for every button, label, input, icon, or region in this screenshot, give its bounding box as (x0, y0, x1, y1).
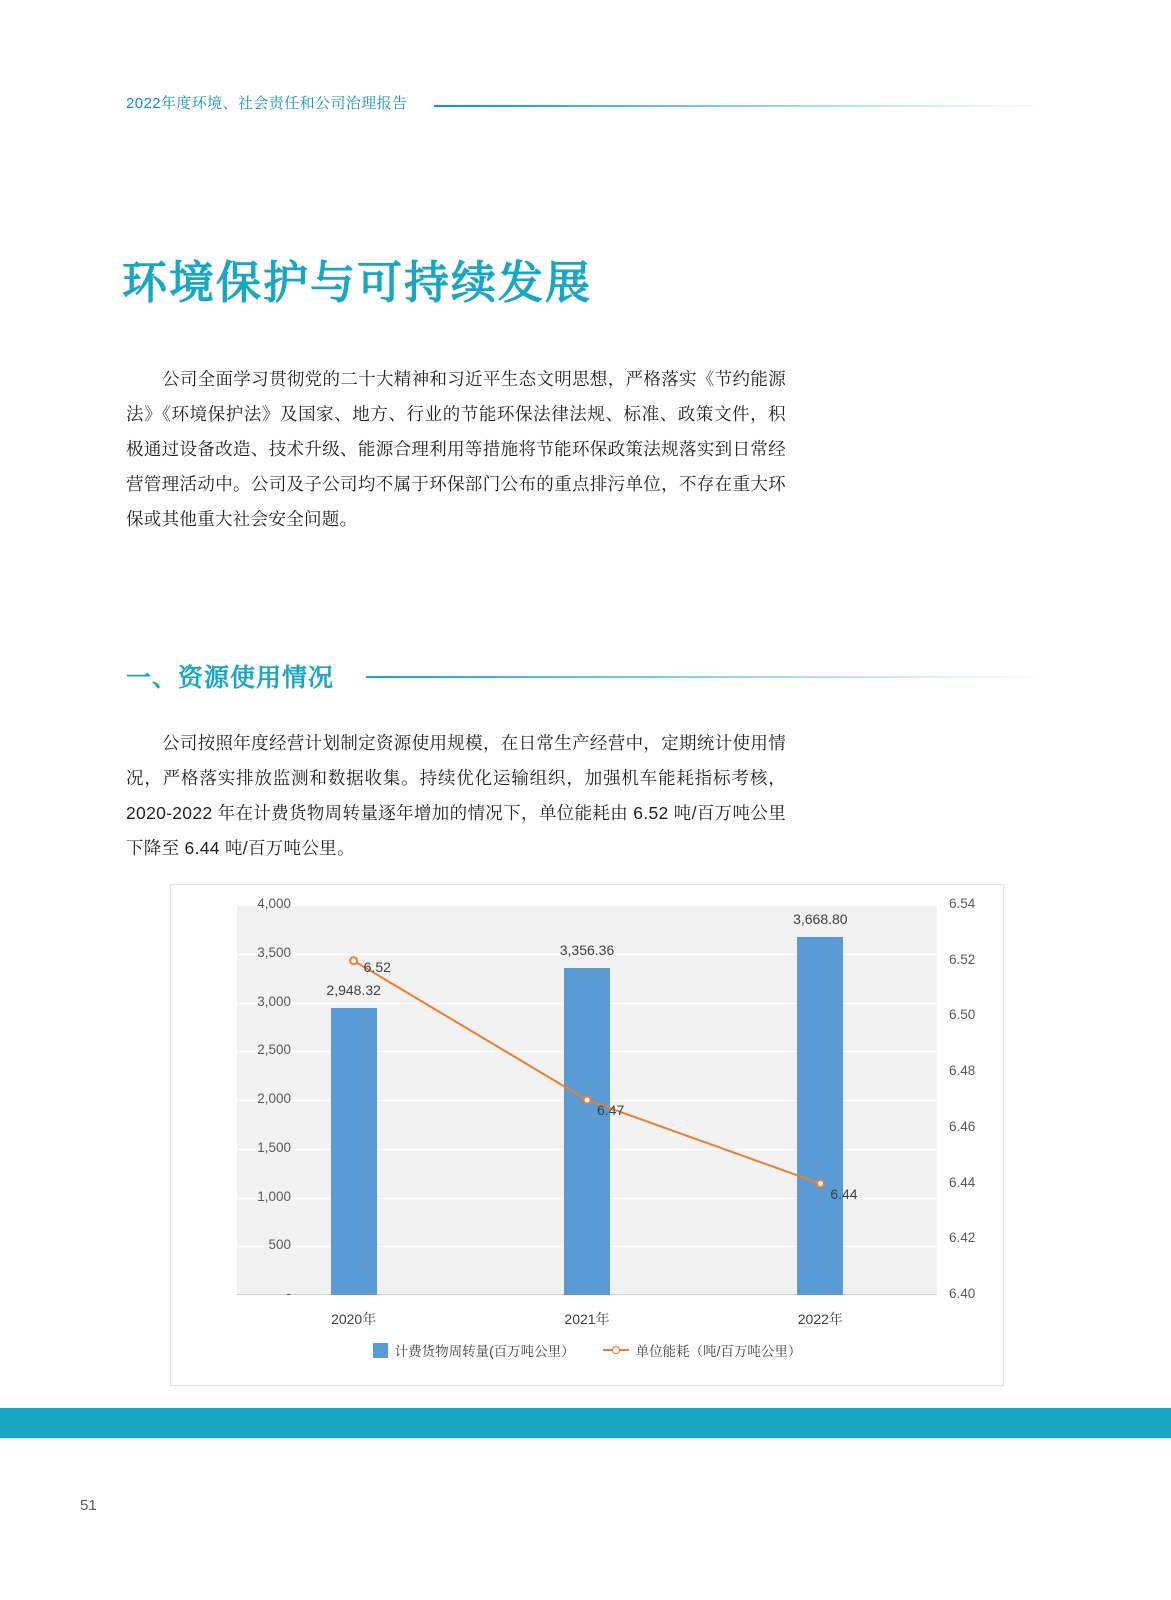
page-number: 51 (80, 1497, 97, 1514)
chart-left-tick-label: 2,500 (257, 1042, 291, 1058)
resource-usage-chart (170, 884, 1004, 1386)
intro-paragraph-text: 公司全面学习贯彻党的二十大精神和习近平生态文明思想，严格落实《节约能源法》《环境保护法》及国家、地方、行业的节能环保法律法规、标准、政策文件，积极通过设备改造、技术升级、能源合理利用等措施将节能环保政策法规落实到日常经营管理活动中。公司及子公司均不属于环保部门公布的重点排污单位，不存在重大环保或其他重大社会安全问题。 (126, 369, 786, 529)
legend-bar-swatch-icon (373, 1343, 388, 1358)
chart-left-tick-label: 1,500 (257, 1139, 291, 1155)
chart-x-tick-label: 2022年 (797, 1311, 843, 1327)
chart-left-tick-label: 1,000 (257, 1188, 291, 1204)
chart-x-tick-label: 2021年 (564, 1311, 610, 1327)
intro-paragraph (126, 362, 786, 537)
chart-left-tick-label: 500 (268, 1237, 291, 1253)
chart-right-tick-label: 6.52 (949, 951, 976, 967)
legend-line-swatch-icon (603, 1343, 629, 1357)
chart-line-value-label: 6.47 (597, 1102, 625, 1118)
chart-legend (171, 1340, 1003, 1360)
chart-line-value-label: 6.52 (363, 958, 391, 975)
chart-left-tick-label: 4,000 (257, 896, 291, 911)
chart-right-tick-label: 6.46 (949, 1118, 976, 1134)
section-heading-text: 一、资源使用情况 (126, 664, 335, 692)
legend-item-line (603, 1340, 802, 1360)
section-heading (126, 658, 1045, 692)
chart-left-tick-label: 2,000 (257, 1091, 291, 1106)
chart-line-value-label: 6.44 (830, 1185, 858, 1202)
page-title: 环境保护与可持续发展 (122, 257, 593, 308)
section-heading-divider (366, 676, 1045, 678)
legend-item-bar (373, 1340, 575, 1360)
chart-line-series (237, 905, 937, 1295)
chart-plot-area (237, 905, 937, 1295)
chart-right-tick-label: 6.40 (949, 1286, 976, 1301)
footer-bar (0, 1408, 1171, 1438)
chart-x-tick-label: 2020年 (331, 1311, 377, 1327)
chart-right-tick-label: 6.44 (949, 1174, 976, 1190)
legend-line-label: 单位能耗（吨/百万吨公里） (635, 1344, 802, 1359)
chart-right-tick-label: 6.42 (949, 1230, 976, 1246)
page-header (126, 92, 1045, 118)
header-divider (434, 105, 1045, 107)
resource-paragraph (126, 726, 786, 866)
chart-left-tick-label: - (286, 1286, 291, 1301)
chart-bar-value-label: 3,668.80 (793, 911, 848, 928)
chart-left-tick-label: 3,500 (257, 944, 291, 960)
chart-right-tick-label: 6.50 (949, 1007, 976, 1023)
chart-right-tick-label: 6.48 (949, 1063, 976, 1079)
legend-bar-label: 计费货物周转量(百万吨公里） (394, 1344, 575, 1359)
chart-bar-value-label: 2,948.32 (326, 981, 381, 998)
chart-bar-value-label: 3,356.36 (559, 941, 615, 958)
chart-left-tick-label: 3,000 (257, 993, 291, 1009)
chart-right-tick-label: 6.54 (949, 896, 976, 911)
header-title: 2022年度环境、社会责任和公司治理报告 (126, 95, 408, 112)
resource-paragraph-text: 公司按照年度经营计划制定资源使用规模，在日常生产经营中，定期统计使用情况，严格落实排放监测和数据收集。持续优化运输组织，加强机车能耗指标考核，2020-2022 年在计费货物周转量逐年增加的情况下，单位能耗由 6.52 吨/百万吨公里下降至 6.44 吨/百万吨公里。 (126, 733, 786, 858)
